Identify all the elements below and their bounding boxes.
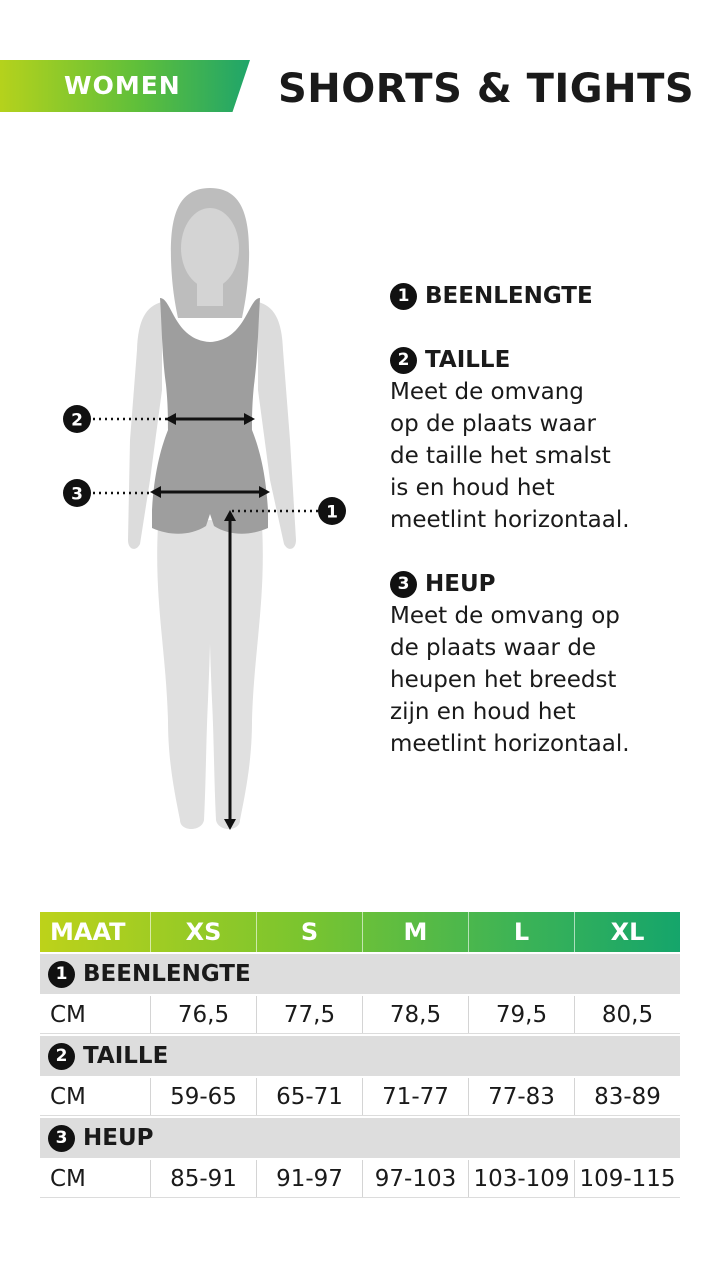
- table-row: [40, 1078, 680, 1116]
- value-cell: 71-77: [362, 1078, 468, 1115]
- header-cell-xl: XL: [574, 912, 680, 952]
- female-silhouette: [50, 180, 360, 840]
- number-badge: 2: [48, 1043, 75, 1070]
- measurement-name: HEUP: [425, 571, 496, 597]
- table-section-beenlengte: [40, 954, 680, 994]
- page-title: SHORTS & TIGHTS: [278, 66, 695, 112]
- table-section-heup: [40, 1118, 680, 1158]
- table-section-taille: [40, 1036, 680, 1076]
- table-row: [40, 1160, 680, 1198]
- marker-1-label: 1: [326, 502, 338, 523]
- category-label: WOMEN: [64, 71, 181, 100]
- measurement-name: TAILLE: [425, 347, 511, 373]
- number-badge: 1: [48, 961, 75, 988]
- size-table: [40, 912, 680, 1198]
- value-cell: 97-103: [362, 1160, 468, 1197]
- measurement-name: BEENLENGTE: [425, 283, 593, 309]
- value-cell: 59-65: [150, 1078, 256, 1115]
- unit-cell: CM: [50, 1083, 86, 1110]
- value-cell: 80,5: [574, 996, 680, 1033]
- value-cell: 78,5: [362, 996, 468, 1033]
- value-cell: 65-71: [256, 1078, 362, 1115]
- section-title: BEENLENGTE: [83, 961, 251, 987]
- unit-cell: CM: [50, 1001, 86, 1028]
- value-cell: 85-91: [150, 1160, 256, 1197]
- value-cell: 91-97: [256, 1160, 362, 1197]
- measurement-beenlengte: [390, 281, 710, 311]
- value-cell: 77-83: [468, 1078, 574, 1115]
- value-cell: 76,5: [150, 996, 256, 1033]
- value-cell: 79,5: [468, 996, 574, 1033]
- measurement-instructions: Meet de omvang op de plaats waar de heupen het breedst zijn en houd het meetlint horizontaal.: [390, 603, 630, 757]
- header-cell-m: M: [362, 912, 468, 952]
- value-cell: 103-109: [468, 1160, 574, 1197]
- number-badge: 3: [48, 1125, 75, 1152]
- marker-3-label: 3: [71, 484, 83, 505]
- number-badge: 1: [390, 283, 417, 310]
- header-cell-s: S: [256, 912, 362, 952]
- header-cell-l: L: [468, 912, 574, 952]
- header-cell-xs: XS: [150, 912, 256, 952]
- measurement-instructions: Meet de omvang op de plaats waar de taille het smalst is en houd het meetlint horizontaal.: [390, 379, 630, 533]
- marker-2-label: 2: [71, 410, 83, 431]
- value-cell: 109-115: [574, 1160, 680, 1197]
- number-badge: 2: [390, 347, 417, 374]
- body-figure-illustration: [50, 180, 360, 840]
- table-header-row: [40, 912, 680, 952]
- measurement-heup: [390, 569, 710, 760]
- section-title: HEUP: [83, 1125, 154, 1151]
- value-cell: 77,5: [256, 996, 362, 1033]
- unit-cell: CM: [50, 1165, 86, 1192]
- measurement-taille: [390, 345, 710, 536]
- value-cell: 83-89: [574, 1078, 680, 1115]
- table-row: [40, 996, 680, 1034]
- header-cell-maat: MAAT: [50, 918, 126, 946]
- number-badge: 3: [390, 571, 417, 598]
- section-title: TAILLE: [83, 1043, 169, 1069]
